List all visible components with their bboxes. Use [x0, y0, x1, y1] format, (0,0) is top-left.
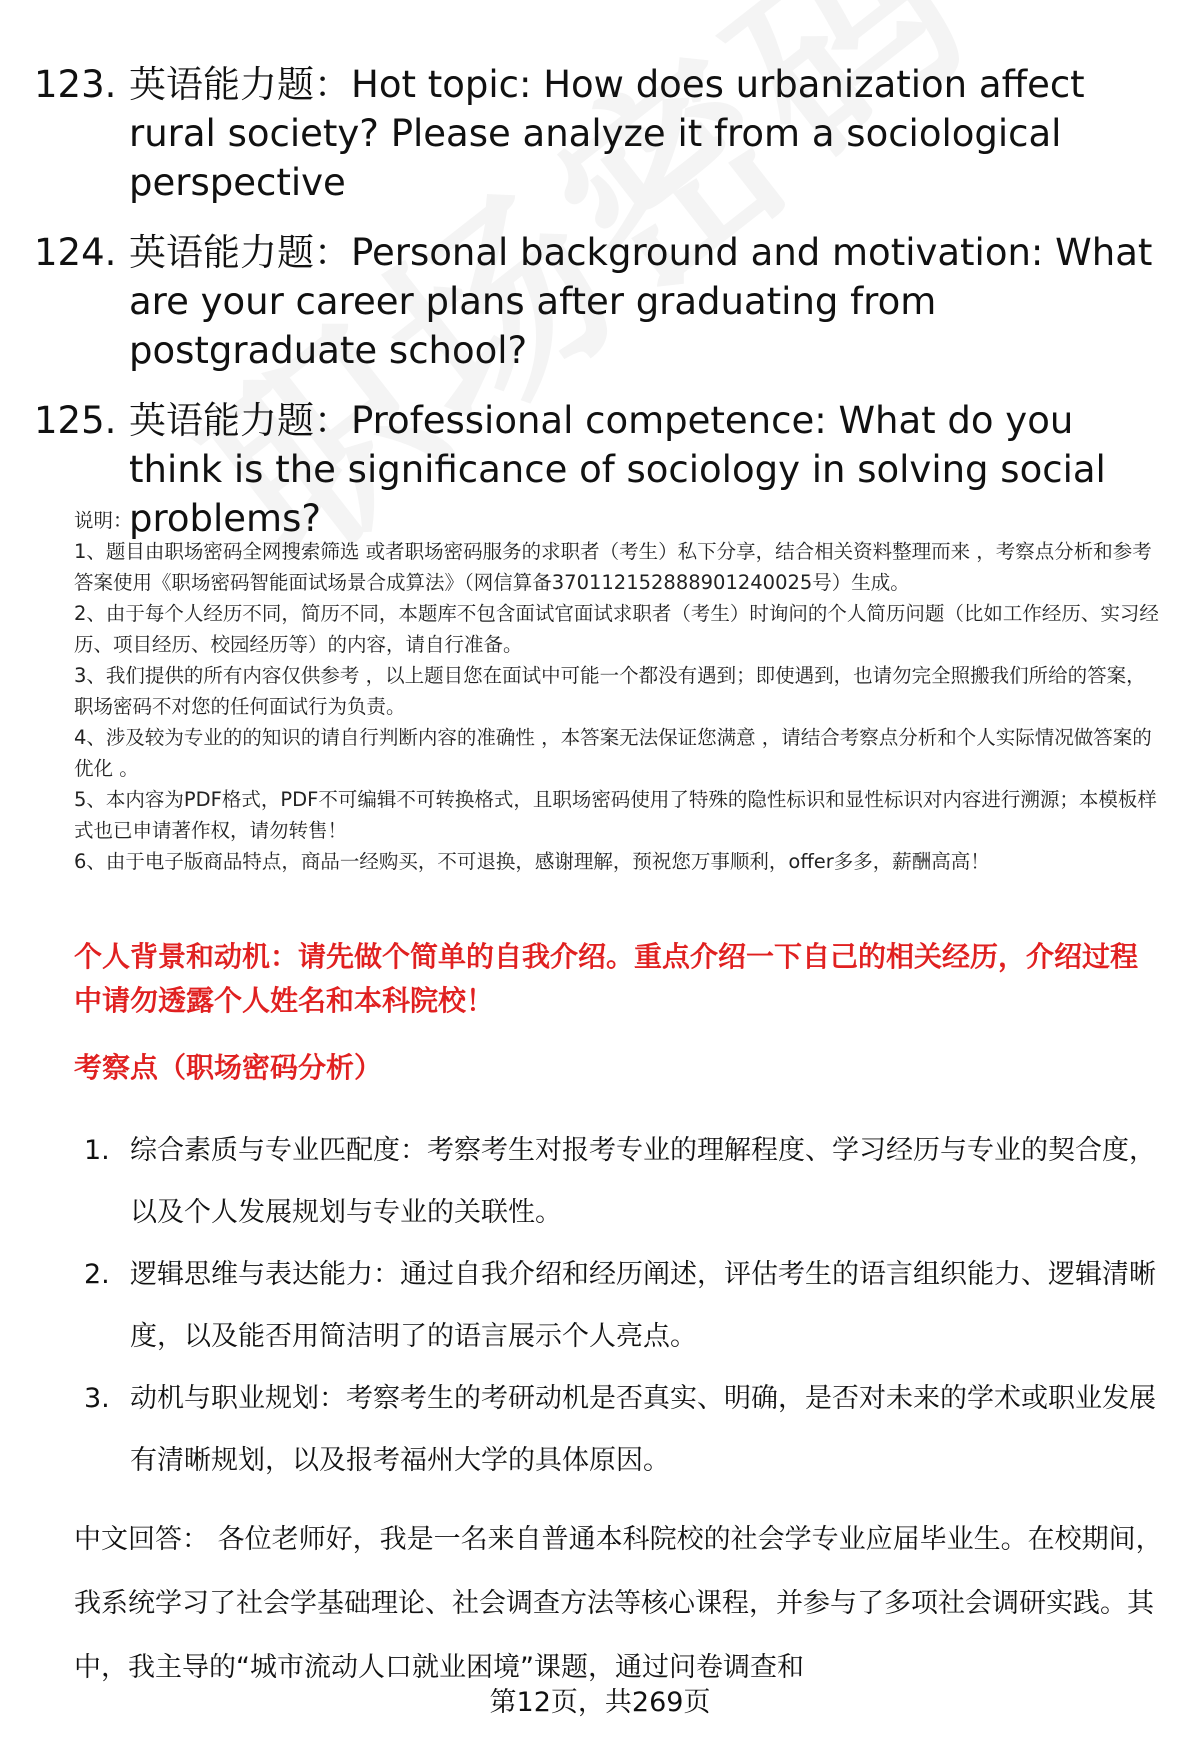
point-text: 动机与职业规划：考察考生的考研动机是否真实、明确，是否对未来的学术或职业发展有清晰规划，以及报考福州大学的具体原因。	[130, 1383, 1156, 1476]
question-text: 英语能力题：Hot topic: How does urbanization affect rural society? Please analyze it from a sociological perspective	[129, 63, 1085, 204]
question-number: 123.	[34, 63, 117, 106]
question-heading: 个人背景和动机：请先做个简单的自我介绍。重点介绍一下自己的相关经历，介绍过程中请勿透露个人姓名和本科院校！	[74, 940, 1139, 1017]
note-item: 3、我们提供的所有内容仅供参考 ，以上题目您在面试中可能一个都没有遇到；即使遇到，也请勿完全照搬我们所给的答案，职场密码不对您的任何面试行为负责。	[74, 664, 1146, 718]
analysis-title: 考察点（职场密码分析）	[74, 1051, 383, 1084]
note-item: 2、由于每个人经历不同，简历不同，本题库不包含面试官面试求职者（考生）时询问的个人简历问题（比如工作经历、实习经历、项目经历、校园经历等）的内容，请自行准备。	[74, 602, 1159, 656]
analysis-points	[84, 1120, 1164, 1492]
analysis-point	[84, 1244, 1164, 1368]
question-text: 英语能力题：Professional competence: What do you think is the significance of sociology in solving social problems?	[129, 399, 1106, 540]
point-text: 逻辑思维与表达能力：通过自我介绍和经历阐述，评估考生的语言组织能力、逻辑清晰度，以及能否用简洁明了的语言展示个人亮点。	[130, 1259, 1156, 1352]
note-item: 1、题目由职场密码全网搜索筛选 或者职场密码服务的求职者（考生）私下分享，结合相关资料整理而来 ，考察点分析和参考答案使用《职场密码智能面试场景合成算法》（网信算备370112152888901240025号）生成。	[74, 540, 1152, 594]
point-number: 1.	[84, 1135, 110, 1166]
point-number: 3.	[84, 1383, 110, 1414]
question-text: 英语能力题：Personal background and motivation: What are your career plans after graduating from postgraduate school?	[129, 231, 1153, 372]
page-footer: 第12页，共269页	[489, 1687, 711, 1718]
question-number: 125.	[34, 399, 117, 442]
point-number: 2.	[84, 1259, 110, 1290]
question-item	[34, 228, 1164, 375]
question-list	[34, 60, 1164, 564]
point-text: 综合素质与专业匹配度：考察考生对报考专业的理解程度、学习经历与专业的契合度，以及个人发展规划与专业的关联性。	[130, 1135, 1156, 1228]
answer-text: 中文回答： 各位老师好，我是一名来自普通本科院校的社会学专业应届毕业生。在校期间，我系统学习了社会学基础理论、社会调查方法等核心课程，并参与了多项社会调研实践。其中，我主导的“城市流动人口就业困境”课题，通过问卷调查和	[74, 1524, 1163, 1683]
note-item: 5、本内容为PDF格式，PDF不可编辑不可转换格式，且职场密码使用了特殊的隐性标识和显性标识对内容进行溯源；本模板样式也已申请著作权，请勿转售！	[74, 788, 1157, 842]
note-item: 4、涉及较为专业的的知识的请自行判断内容的准确性 ，本答案无法保证您满意 ，请结合考察点分析和个人实际情况做答案的优化 。	[74, 726, 1152, 780]
question-item	[34, 60, 1164, 207]
notes-title: 说明：	[74, 509, 133, 532]
notes-section	[74, 505, 1164, 877]
note-item: 6、由于电子版商品特点，商品一经购买，不可退换，感谢理解，预祝您万事顺利，offer多多，薪酬高高！	[74, 850, 990, 873]
question-number: 124.	[34, 231, 117, 274]
analysis-point	[84, 1368, 1164, 1492]
analysis-point	[84, 1120, 1164, 1244]
